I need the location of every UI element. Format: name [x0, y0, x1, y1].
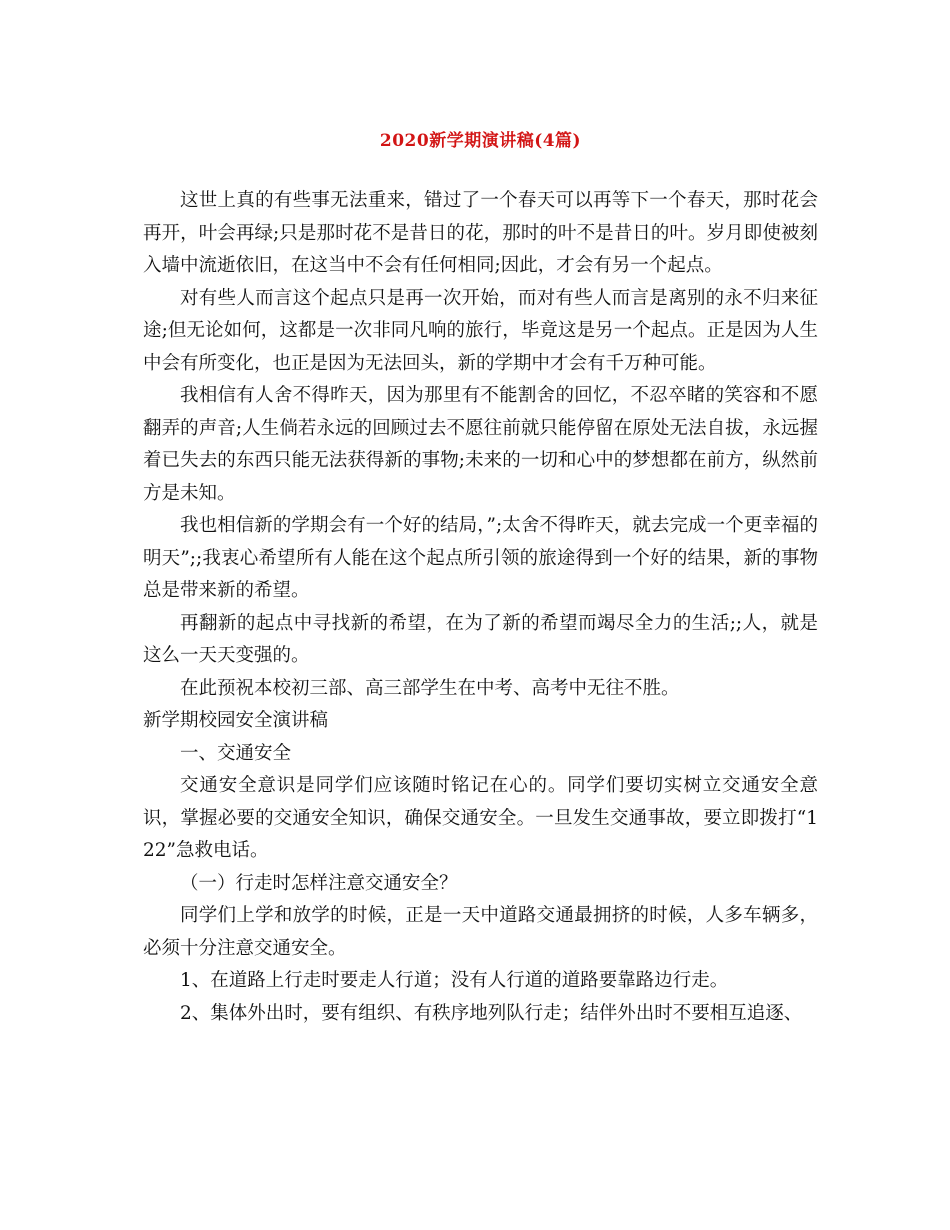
list-item-2: 2、集体外出时，要有组织、有秩序地列队行走；结伴外出时不要相互追逐、	[180, 1002, 803, 1024]
paragraph-1: 这世上真的有些事无法重来，错过了一个春天可以再等下一个春天，那时花会再开，叶会再绿;只是那时花不是昔日的花，那时的叶不是昔日的叶。岁月即使被刻入墙中流逝依旧，在这当中不会有任何相同;因此，才会有另一个起点。	[143, 190, 818, 276]
paragraph-4: 我也相信新的学期会有一个好的结局，”;太舍不得昨天，就去完成一个更幸福的明天”;;我衷心希望所有人能在这个起点所引领的旅途得到一个好的结果，新的事物总是带来新的希望。	[143, 515, 818, 601]
subsection-question: （一）行走时怎样注意交通安全？	[180, 872, 458, 894]
paragraph-2: 对有些人而言这个起点只是再一次开始，而对有些人而言是离别的永不归来征途;但无论如何，这都是一次非同凡响的旅行，毕竟这是另一个起点。正是因为人生中会有所变化，也正是因为无法回头，新的学期中才会有千万种可能。	[143, 287, 818, 374]
document-title: 2020新学期演讲稿(4篇)	[379, 131, 582, 151]
subsection-heading: 一、交通安全	[180, 742, 292, 764]
document-body	[143, 185, 818, 1030]
paragraph-8: 同学们上学和放学的时候，正是一天中道路交通最拥挤的时候，人多车辆多，必须十分注意交通安全。	[143, 905, 818, 959]
list-item-1: 1、在道路上行走时要走人行道；没有人行道的道路要靠路边行走。	[180, 970, 729, 991]
paragraph-6: 在此预祝本校初三部、高三部学生在中考、高考中无往不胜。	[180, 677, 680, 699]
paragraph-7: 交通安全意识是同学们应该随时铭记在心的。同学们要切实树立交通安全意识，掌握必要的交通安全知识，确保交通安全。一旦发生交通事故，要立即拨打“122”急救电话。	[143, 775, 818, 861]
section-heading: 新学期校园安全演讲稿	[143, 710, 329, 731]
paragraph-5: 再翻新的起点中寻找新的希望，在为了新的希望而竭尽全力的生活;;人，就是这么一天天变强的。	[143, 612, 818, 666]
paragraph-3: 我相信有人舍不得昨天，因为那里有不能割舍的回忆，不忍卒睹的笑容和不愿翻弄的声音;人生倘若永远的回顾过去不愿往前就只能停留在原处无法自拔，永远握着已失去的东西只能无法获得新的事物;未来的一切和心中的梦想都在前方，纵然前方是未知。	[143, 385, 818, 504]
